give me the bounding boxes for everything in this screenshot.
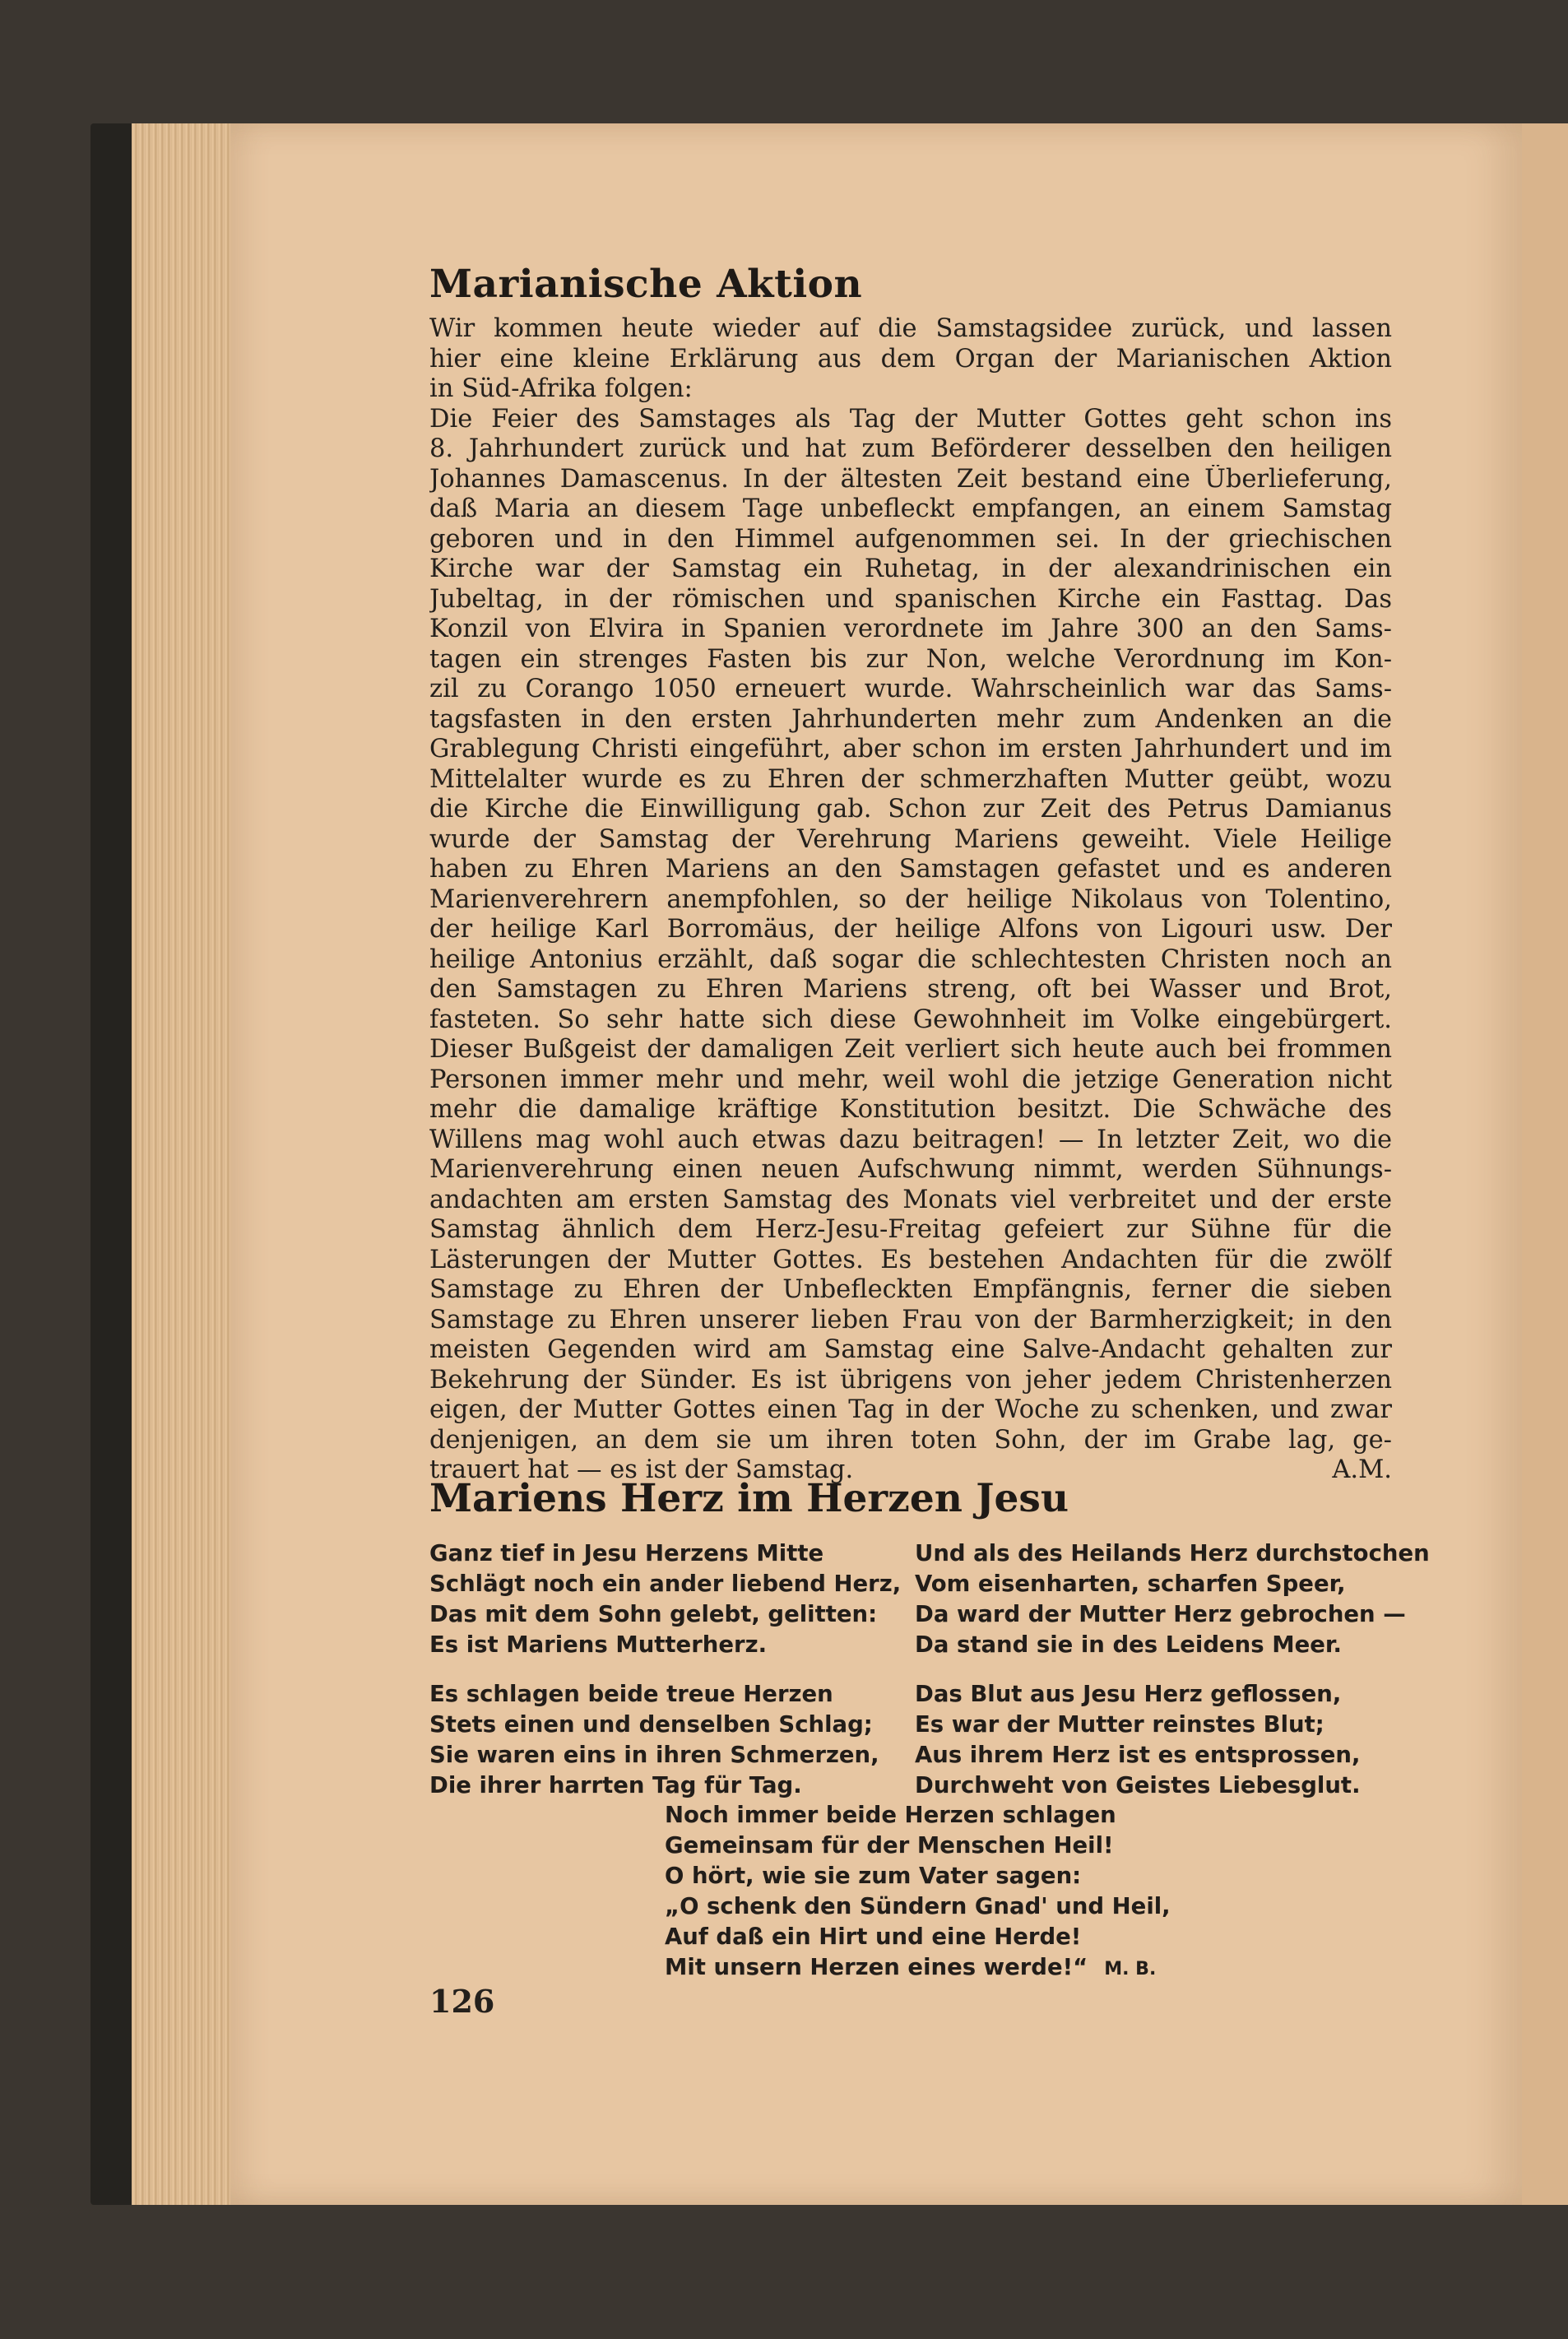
poem-final-stanza (665, 1800, 1171, 1984)
article-line: zil zu Corango 1050 erneuert wurde. Wahrscheinlich war das Sams- (429, 675, 1392, 703)
article-line: Wir kommen heute wieder auf die Samstagsidee zurück, und lassen (429, 314, 1392, 343)
article-line: Willens mag wohl auch etwas dazu beitragen! — In letzter Zeit, wo die (429, 1125, 1392, 1154)
article-line: Lästerungen der Mutter Gottes. Es bestehen Andachten für die zwölf (429, 1245, 1392, 1274)
article-line: 8. Jahrhundert zurück und hat zum Beförderer desselben den heiligen (429, 434, 1392, 463)
poem-line: Gemeinsam für der Menschen Heil! (665, 1832, 1114, 1859)
poem-line: Es ist Mariens Mutterherz. (429, 1631, 768, 1658)
article-closing-text: trauert hat — es ist der Samstag. (429, 1455, 854, 1484)
poem-left-column (429, 1538, 902, 1820)
article-line: tagsfasten in den ersten Jahrhunderten mehr zum Andenken an die (429, 704, 1392, 734)
poem-line: Mit unsern Herzen eines werde!“ (665, 1954, 1088, 1980)
article-line: Personen immer mehr und mehr, weil wohl die jetzige Generation nicht (429, 1065, 1392, 1094)
poem-stanza (429, 1679, 890, 1801)
poem-last-line (665, 1952, 1171, 1984)
article-line: der heilige Karl Borromäus, der heilige Alfons von Ligouri usw. Der (429, 915, 1392, 944)
article-line: Samstag ähnlich dem Herz-Jesu-Freitag gefeiert zur Sühne für die (429, 1215, 1392, 1244)
article-line: tagen ein strenges Fasten bis zur Non, welche Verordnung im Kon- (429, 644, 1392, 674)
poem-stanza (915, 1538, 1430, 1660)
article-line: heilige Antonius erzählt, daß sogar die schlechtesten Christen noch an (429, 944, 1392, 974)
article-line: Marienverehrung einen neuen Aufschwung nimmt, werden Sühnungs- (429, 1155, 1392, 1184)
poem-line: Stets einen und denselben Schlag; (429, 1711, 873, 1738)
poem-line: Auf daß ein Hirt und eine Herde! (665, 1924, 1082, 1950)
article-line: meisten Gegenden wird am Samstag eine Salve-Andacht gehalten zur (429, 1335, 1392, 1364)
article-line: Dieser Bußgeist der damaligen Zeit verliert sich heute auch bei frommen (429, 1035, 1392, 1064)
poem-line: O hört, wie sie zum Vater sagen: (665, 1863, 1082, 1889)
article-line: Marienverehrern anempfohlen, so der heilige Nikolaus von Tolentino, (429, 884, 1392, 914)
poem-right-column (915, 1538, 1430, 1820)
article-line: in Süd-Afrika folgen: (429, 374, 693, 403)
poem-line: Es schlagen beide treue Herzen (429, 1681, 833, 1707)
article-line: daß Maria an diesem Tage unbefleckt empfangen, an einem Samstag (429, 494, 1392, 523)
article-line: Jubeltag, in der römischen und spanischen Kirche ein Fasttag. Das (429, 584, 1392, 614)
poem-line: Und als des Heilands Herz durchstochen (915, 1540, 1430, 1566)
poem-line: Vom eisenharten, scharfen Speer, (915, 1571, 1346, 1597)
article-line: Samstage zu Ehren der Unbefleckten Empfängnis, ferner die sieben (429, 1275, 1392, 1304)
poem-author-initials: M. B. (1104, 1959, 1157, 1979)
poem-line: Ganz tief in Jesu Herzens Mitte (429, 1540, 824, 1566)
poem-stanza (429, 1538, 902, 1660)
poem-line: Durchweht von Geistes Liebesglut. (915, 1772, 1361, 1798)
poem-line: Aus ihrem Herz ist es entsprossen, (915, 1742, 1361, 1768)
article-line: hier eine kleine Erklärung aus dem Organ der Marianischen Aktion (429, 344, 1392, 374)
article-line: eigen, der Mutter Gottes einen Tag in der Woche zu schenken, und zwar (429, 1395, 1392, 1424)
page-stack-edge (132, 123, 230, 2205)
poem-line: Das Blut aus Jesu Herz geflossen, (915, 1681, 1342, 1707)
poem-line: Sie waren eins in ihren Schmerzen, (429, 1742, 879, 1768)
article-line: Kirche war der Samstag ein Ruhetag, in der alexandrinischen ein (429, 555, 1392, 583)
article-body (429, 314, 1392, 1486)
article-line: wurde der Samstag der Verehrung Mariens geweiht. Viele Heilige (429, 824, 1392, 854)
article-line: haben zu Ehren Mariens an den Samstagen gefastet und es anderen (429, 855, 1392, 884)
article-title: Marianische Aktion (429, 262, 863, 307)
poem-line: Die ihrer harrten Tag für Tag. (429, 1772, 802, 1798)
article-line: mehr die damalige kräftige Konstitution besitzt. Die Schwäche des (429, 1095, 1392, 1124)
article-line: Die Feier des Samstages als Tag der Mutter Gottes geht schon ins (429, 404, 1392, 434)
article-line: Konzil von Elvira in Spanien verordnete im Jahre 300 an den Sams- (429, 615, 1392, 643)
poem-title: Mariens Herz im Herzen Jesu (429, 1476, 1069, 1521)
poem-line: Da stand sie in des Leidens Meer. (915, 1631, 1342, 1658)
article-line: Mittelalter wurde es zu Ehren der schmerzhaften Mutter geübt, wozu (429, 764, 1392, 794)
article-line: geboren und in den Himmel aufgenommen sei. In der griechischen (429, 524, 1392, 554)
poem-line: Da ward der Mutter Herz gebrochen — (915, 1601, 1406, 1627)
article-line: die Kirche die Einwilligung gab. Schon zur Zeit des Petrus Damianus (429, 795, 1392, 824)
poem-line: Es war der Mutter reinstes Blut; (915, 1711, 1324, 1738)
poem-line: Noch immer beide Herzen schlagen (665, 1802, 1116, 1828)
poem-line: „O schenk den Sündern Gnad' und Heil, (665, 1893, 1171, 1919)
article-line: Bekehrung der Sünder. Es ist übrigens von jeher jedem Christenherzen (429, 1365, 1392, 1395)
article-line: denjenigen, an dem sie um ihren toten Sohn, der im Grabe lag, ge- (429, 1425, 1392, 1455)
poem-stanza (915, 1679, 1408, 1801)
article-line: Grablegung Christi eingeführt, aber schon im ersten Jahrhundert und im (429, 735, 1392, 763)
article-line: fasteten. So sehr hatte sich diese Gewohnheit im Volke eingebürgert. (429, 1005, 1392, 1034)
poem-line: Das mit dem Sohn gelebt, gelitten: (429, 1601, 878, 1627)
article-signature: A.M. (1332, 1455, 1392, 1484)
article-line: andachten am ersten Samstag des Monats viel verbreitet und der erste (429, 1185, 1392, 1214)
page-number: 126 (429, 1983, 495, 2020)
article-line: Johannes Damascenus. In der ältesten Zeit bestand eine Überlieferung, (429, 464, 1392, 494)
article-line: den Samstagen zu Ehren Mariens streng, oft bei Wasser und Brot, (429, 975, 1392, 1004)
poem-line: Schlägt noch ein ander liebend Herz, (429, 1571, 902, 1597)
article-line: Samstage zu Ehren unserer lieben Frau von der Barmherzigkeit; in den (429, 1305, 1392, 1334)
